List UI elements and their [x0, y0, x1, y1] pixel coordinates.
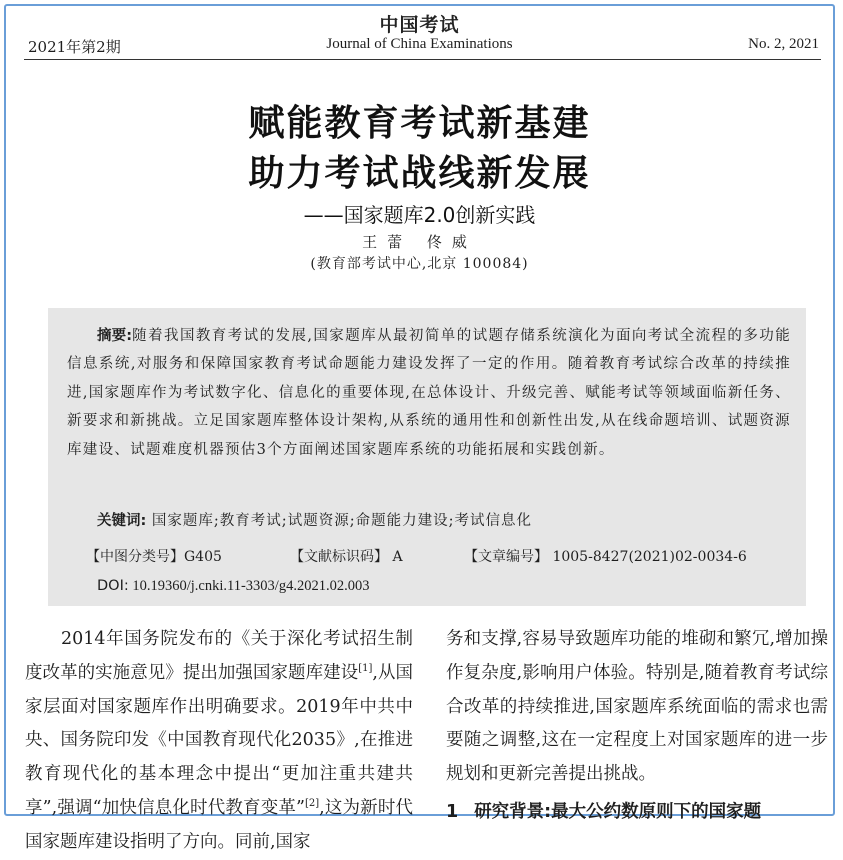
journal-name-en: Journal of China Examinations [326, 36, 513, 52]
issue-number-cn: 2021年第2期 [28, 38, 121, 56]
title-line-1: 赋能教育考试新基建 [248, 102, 591, 144]
citation-2: [2] [304, 798, 320, 810]
issue-number-en: No. 2, 2021 [748, 36, 819, 52]
body-left-text-b: ,从国家层面对国家题库作出明确要求。2019年中共中央、国务院印发《中国教育现代化2035》,在推进教育现代化的基本理念中提出“更加注重共建共享”,强调“加快信息化时代教育变革” [25, 662, 413, 818]
citation-1: [1] [358, 662, 373, 674]
body-right-text: 务和支撑,容易导致题库功能的堆砌和繁冗,增加操作复杂度,影响用户体验。特别是,随着教育考试综合改革的持续推进,国家题库系统面临的需求也需要随之调整,这在一定程度上对国家题库的进一步规划和更新完善提出挑战。 [446, 629, 828, 785]
doi-value: 10.19360/j.cnki.11-3303/g4.2021.02.003 [132, 578, 370, 594]
doi [97, 578, 369, 595]
body-left-text-a: 2014年国务院发布的《关于深化考试招生制度改革的实施意见》提出加强国家题库建设 [25, 629, 413, 683]
header-rule [24, 59, 821, 60]
body-right-column [446, 623, 828, 792]
section-heading [446, 798, 836, 823]
affiliation: (教育部考试中心,北京 100084) [310, 256, 529, 272]
page-frame [4, 4, 835, 852]
article-value: 1005-8427(2021)02-0034-6 [552, 549, 747, 565]
article-number [464, 546, 747, 566]
doi-label: DOI: [97, 578, 129, 594]
doccode-value: A [392, 549, 403, 565]
abstract-box [48, 308, 806, 606]
section-number: 1 [446, 802, 459, 822]
body-left-text-c: ,这为新时代国家题库建设指明了方向。同前,国家 [25, 797, 414, 852]
title-line-2: 助力考试战线新发展 [248, 152, 591, 194]
keywords [97, 509, 532, 530]
body-left-column [25, 623, 413, 860]
clc-label: 【中图分类号】 [86, 549, 184, 565]
abstract-label: 摘要: [97, 328, 133, 344]
journal-logo: 中国考试 [379, 14, 460, 36]
abstract [67, 322, 791, 464]
authors: 王蕾 佟威 [362, 233, 477, 251]
clc-value: G405 [184, 549, 222, 565]
keywords-label: 关键词: [97, 513, 147, 529]
abstract-text: 随着我国教育考试的发展,国家题库从最初简单的试题存储系统演化为面向考试全流程的多功能信息系统,对服务和保障国家教育考试命题能力建设发挥了一定的作用。随着教育考试综合改革的持续推进,国家题库作为考试数字化、信息化的重要体现,在总体设计、升级完善、赋能考试等领域面临新任务、新要求和新挑战。立足国家题库整体设计架构,从系统的通用性和创新性出发,从在线命题培训、试题资源库建设、试题难度机器预估3个方面阐述国家题库系统的功能拓展和实践创新。 [67, 328, 791, 458]
document-code [290, 546, 403, 566]
article-label: 【文章编号】 [464, 549, 548, 565]
title-block [6, 98, 833, 275]
section-title: 研究背景:最大公约数原则下的国家题 [474, 802, 762, 822]
clc-number [86, 546, 222, 566]
doccode-label: 【文献标识码】 [290, 549, 388, 565]
running-header [6, 6, 833, 64]
subtitle: ——国家题库2.0创新实践 [303, 203, 536, 227]
keywords-text: 国家题库;教育考试;试题资源;命题能力建设;考试信息化 [151, 513, 532, 529]
